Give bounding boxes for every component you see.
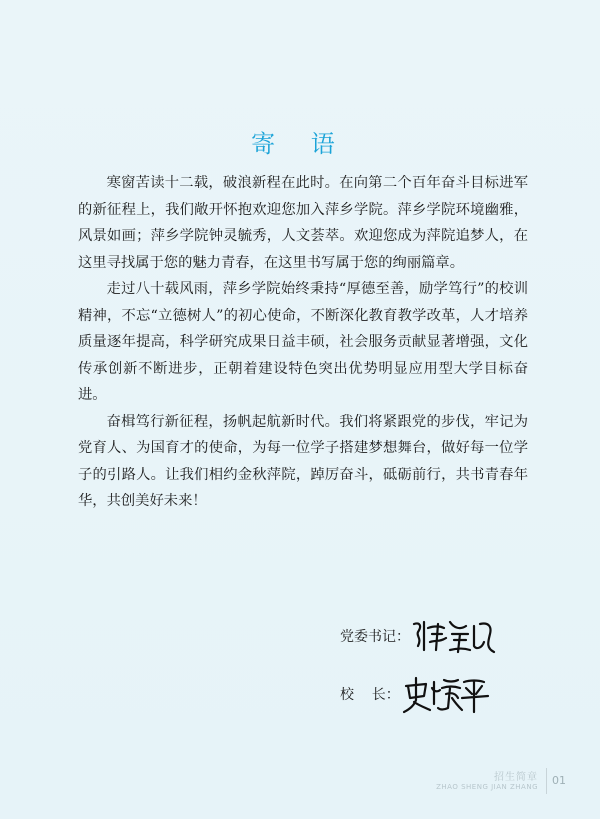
paragraph-2: 走过八十载风雨，萍乡学院始终秉持“厚德至善，励学笃行”的校训精神，不忘“立德树人”的初心使命，不断深化教育教学改革，人才培养质量逐年提高，科学研究成果日益丰硕，社会服务贡献显著增强，文化传承创新不断进步，正朝着建设特色突出优势明显应用型大学目标奋进。 (78, 281, 528, 403)
signature-party-secretary (340, 616, 500, 656)
footer-subtitle: ZHAO SHENG JIAN ZHANG (436, 783, 538, 791)
brochure-footer (436, 768, 538, 791)
message-body (78, 170, 528, 515)
footer-title: 招生简章 (494, 772, 538, 783)
signature-label: 党委书记： (340, 629, 410, 645)
footer-divider (546, 768, 547, 794)
signature-label: 校 长： (340, 687, 400, 703)
handwritten-signature-1 (410, 616, 500, 656)
paragraph-3: 奋楫笃行新征程，扬帆起航新时代。我们将紧跟党的步伐，牢记为党育人、为国育才的使命，为每一位学子搭建梦想舞台，做好每一位学子的引路人。让我们相约金秋萍院，踔厉奋斗，砥砺前行，共书青春年华，共创美好未来！ (78, 413, 528, 509)
signature-president (340, 674, 490, 714)
page-title: 寄 语 (251, 130, 349, 158)
paragraph-1: 寒窗苦读十二载，破浪新程在此时。在向第二个百年奋斗目标进军的新征程上，我们敞开怀抱欢迎您加入萍乡学院。萍乡学院环境幽雅，风景如画；萍乡学院钟灵毓秀，人文荟萃。欢迎您成为萍院追梦人，在这里寻找属于您的魅力青春，在这里书写属于您的绚丽篇章。 (78, 175, 528, 271)
page-number: 01 (552, 774, 566, 787)
handwritten-signature-2 (400, 674, 490, 714)
